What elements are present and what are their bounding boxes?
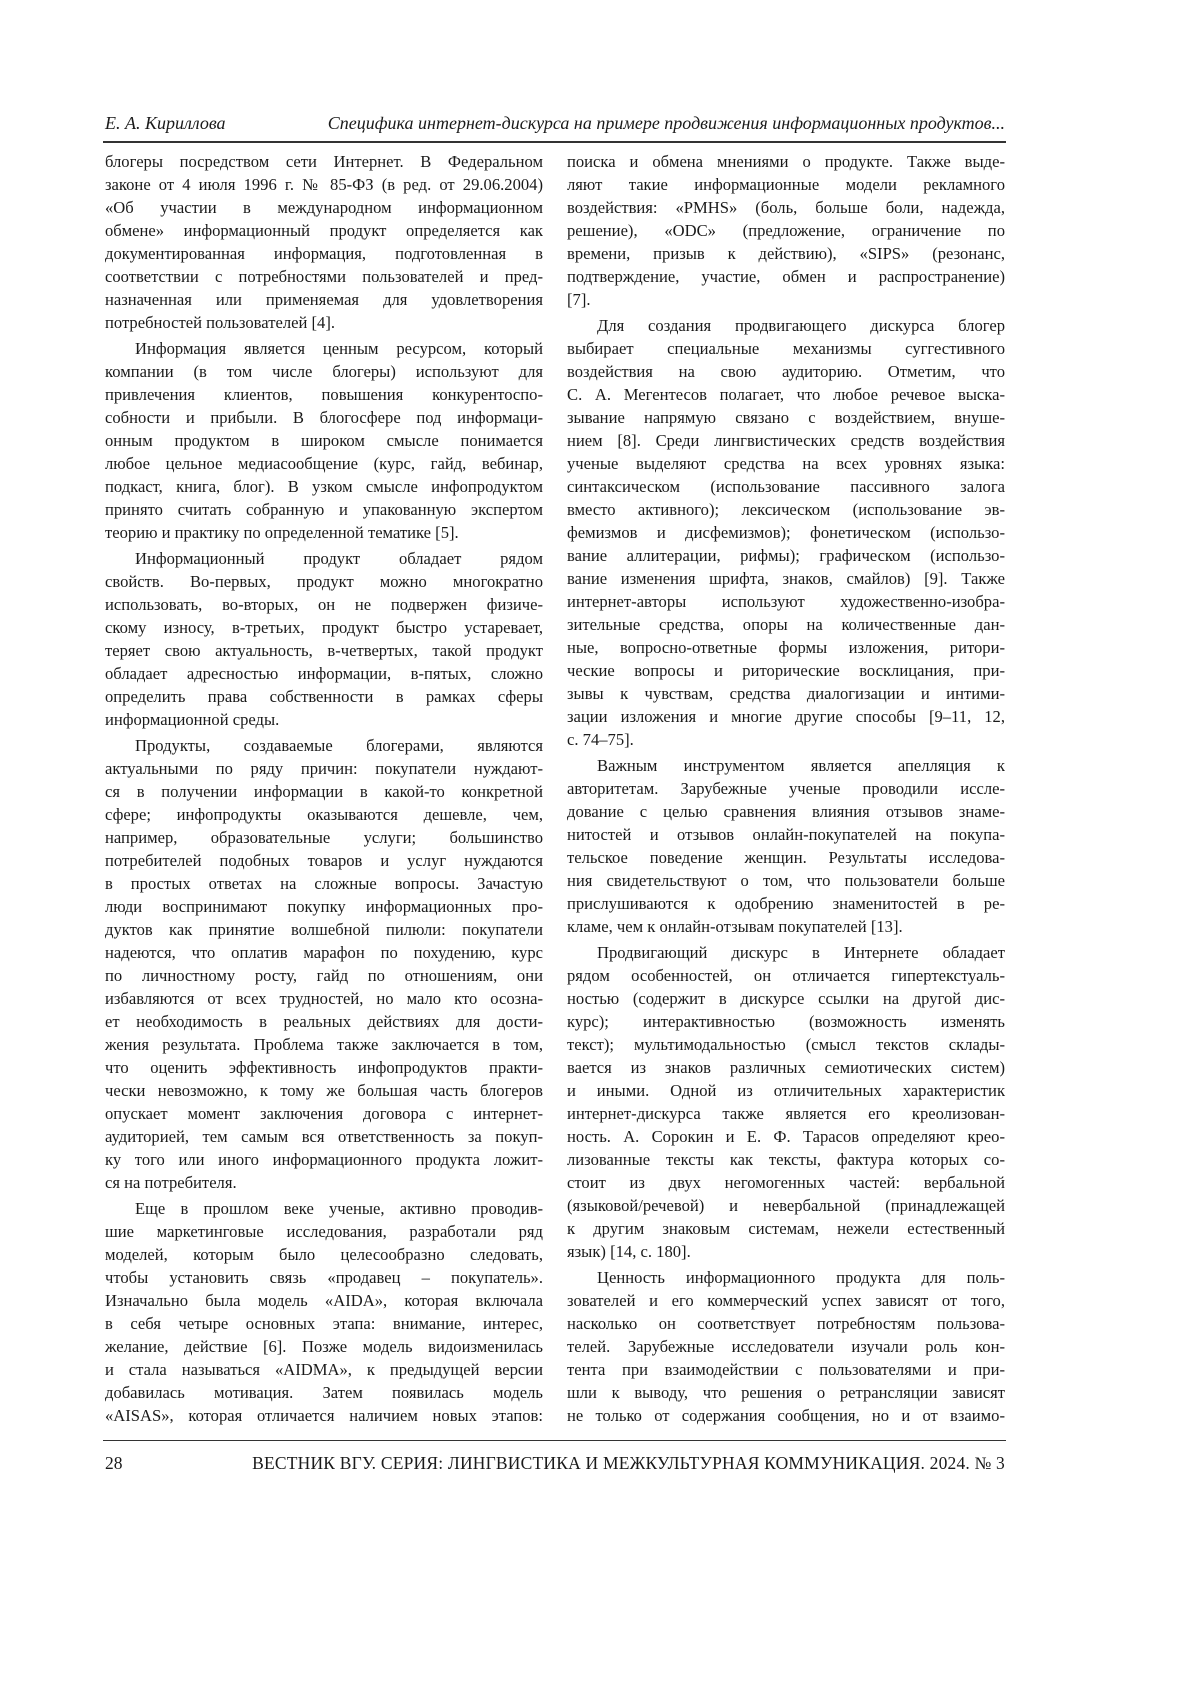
text-line: свойств. Во-первых, продукт можно многократно — [105, 570, 543, 593]
text-line: собности и прибыли. В блогосфере под информаци- — [105, 406, 543, 429]
paragraph — [105, 150, 543, 334]
text-line: шли к выводу, что решения о ретрансляции зависят — [567, 1381, 1005, 1404]
text-line: в себя четыре основных этапа: внимание, интерес, — [105, 1312, 543, 1335]
text-line: не только от содержания сообщения, но и от взаимо- — [567, 1404, 1005, 1427]
text-line: времени, призыв к действию), «SIPS» (резонанс, — [567, 242, 1005, 265]
text-line: ся на потребителя. — [105, 1171, 543, 1194]
paragraph — [105, 337, 543, 544]
text-line: С. А. Мегентесов полагает, что любое речевое выска- — [567, 383, 1005, 406]
paragraph — [567, 150, 1005, 311]
text-line: [7]. — [567, 288, 1005, 311]
text-line: опускает момент заключения договора с интернет- — [105, 1102, 543, 1125]
header-divider — [103, 141, 1006, 143]
text-line: Информационный продукт обладает рядом — [105, 547, 543, 570]
text-line: с. 74–75]. — [567, 728, 1005, 751]
paragraph — [105, 547, 543, 731]
text-line: прислушиваются к одобрению знаменитостей в ре- — [567, 892, 1005, 915]
text-line: интернет-авторы используют художественно-изобра- — [567, 590, 1005, 613]
text-line: дуктов как принятие волшебной пилюли: покупатели — [105, 918, 543, 941]
text-line: обмене» информационный продукт определяется как — [105, 219, 543, 242]
text-line: воздействия: «PMHS» (боль, больше боли, надежда, — [567, 196, 1005, 219]
text-line: зывание напрямую связано с воздействием, внуше- — [567, 406, 1005, 429]
paragraph — [567, 1266, 1005, 1427]
paragraph — [105, 1197, 543, 1427]
text-line: зователей и его коммерческий успех зависят от того, — [567, 1289, 1005, 1312]
text-line: люди воспринимают покупку информационных про- — [105, 895, 543, 918]
text-line: Изначально была модель «AIDA», которая включала — [105, 1289, 543, 1312]
text-line: любое цельное медиасообщение (курс, гайд, вебинар, — [105, 452, 543, 475]
text-line: назначенная или применяемая для удовлетворения — [105, 288, 543, 311]
text-line: принято считать собранную и упакованную экспертом — [105, 498, 543, 521]
text-line: избавляются от всех трудностей, но мало кто осозна- — [105, 987, 543, 1010]
text-line: надеются, что оплатив марафон по похудению, курс — [105, 941, 543, 964]
text-line: тента при взаимодействии с пользователями и при- — [567, 1358, 1005, 1381]
text-line: аудиторией, тем самым вся ответственность за покуп- — [105, 1125, 543, 1148]
text-line: ку того или иного информационного продукта ложит- — [105, 1148, 543, 1171]
paragraph — [105, 734, 543, 1194]
text-line: потребностей пользователей [4]. — [105, 311, 543, 334]
text-line: зительные средства, опоры на количественные дан- — [567, 613, 1005, 636]
paragraph — [567, 314, 1005, 751]
text-line: рядом особенностей, он отличается гипертекстуаль- — [567, 964, 1005, 987]
text-line: выбирает специальные механизмы суггестивного — [567, 337, 1005, 360]
text-line: привлечения клиентов, повышения конкурентоспо- — [105, 383, 543, 406]
text-line: например, образовательные услуги; большинство — [105, 826, 543, 849]
paragraph — [567, 754, 1005, 938]
text-line: желание, действие [6]. Позже модель видоизменилась — [105, 1335, 543, 1358]
text-line: подтверждение, участие, обмен и распространение) — [567, 265, 1005, 288]
text-line: и стала называться «AIDMA», к предыдущей версии — [105, 1358, 543, 1381]
text-line: ностью (содержит в дискурсе ссылки на другой дис- — [567, 987, 1005, 1010]
text-line: лизованные тексты как тексты, фактура которых со- — [567, 1148, 1005, 1171]
paragraph — [567, 941, 1005, 1263]
text-line: вание изменения шрифта, знаков, смайлов) [9]. Также — [567, 567, 1005, 590]
text-line: вание аллитерации, рифмы); графическом (использо- — [567, 544, 1005, 567]
journal-title: ВЕСТНИК ВГУ. СЕРИЯ: ЛИНГВИСТИКА И МЕЖКУЛЬТУРНАЯ КОММУНИКАЦИЯ. 2024. № 3 — [252, 1453, 1005, 1474]
text-line: ные, вопросно-ответные формы изложения, ритори- — [567, 636, 1005, 659]
text-line: вместо активного); лексическом (использование эв- — [567, 498, 1005, 521]
text-line: моделей, которым было целесообразно следовать, — [105, 1243, 543, 1266]
text-line: обладает адресностью информации, в-пятых, сложно — [105, 662, 543, 685]
text-line: синтаксическом (использование пассивного залога — [567, 475, 1005, 498]
text-line: Еще в прошлом веке ученые, активно проводив- — [105, 1197, 543, 1220]
text-line: скому износу, в-третьих, продукт быстро устаревает, — [105, 616, 543, 639]
text-line: поиска и обмена мнениями о продукте. Также выде- — [567, 150, 1005, 173]
text-line: онным продуктом в широком смысле понимается — [105, 429, 543, 452]
text-line: ческие вопросы и риторические восклицания, при- — [567, 659, 1005, 682]
text-line: дование с целью сравнения влияния отзывов знаме- — [567, 800, 1005, 823]
text-line: в простых ответах на сложные вопросы. Зачастую — [105, 872, 543, 895]
text-line: Важным инструментом является апелляция к — [567, 754, 1005, 777]
text-line: компании (в том числе блогеры) используют для — [105, 360, 543, 383]
text-line: ся в получении информации в какой-то конкретной — [105, 780, 543, 803]
text-line: стоит из двух негомогенных частей: вербальной — [567, 1171, 1005, 1194]
text-line: информационной среды. — [105, 708, 543, 731]
text-line: и иными. Одной из отличительных характеристик — [567, 1079, 1005, 1102]
text-line: текст); мультимодальностью (смысл текстов склады- — [567, 1033, 1005, 1056]
text-line: Информация является ценным ресурсом, который — [105, 337, 543, 360]
text-line: ния свидетельствуют о том, что пользователи больше — [567, 869, 1005, 892]
text-line: насколько он соответствует потребностям пользова- — [567, 1312, 1005, 1335]
text-line: потребителей подобных товаров и услуг нуждаются — [105, 849, 543, 872]
text-line: авторитетам. Зарубежные ученые проводили иссле- — [567, 777, 1005, 800]
footer-divider — [103, 1440, 1006, 1441]
text-line: фемизмов и дисфемизмов); фонетическом (использо- — [567, 521, 1005, 544]
text-line: актуальными по ряду причин: покупатели нуждают- — [105, 757, 543, 780]
text-line: шие маркетинговые исследования, разработали ряд — [105, 1220, 543, 1243]
text-line: решение), «ODC» (предложение, ограничение по — [567, 219, 1005, 242]
text-line: ность. А. Сорокин и Е. Ф. Тарасов определяют крео- — [567, 1125, 1005, 1148]
text-line: кламе, чем к онлайн-отзывам покупателей [13]. — [567, 915, 1005, 938]
text-line: чески невозможно, к тому же большая часть блогеров — [105, 1079, 543, 1102]
text-line: документированная информация, подготовленная в — [105, 242, 543, 265]
header-author: Е. А. Кириллова — [105, 113, 226, 134]
text-line: использовать, во-вторых, он не подвержен физиче- — [105, 593, 543, 616]
text-line: курс); интерактивностью (возможность изменять — [567, 1010, 1005, 1033]
text-line: жения результата. Проблема также заключается в том, — [105, 1033, 543, 1056]
text-line: нитостей и отзывов онлайн-покупателей на покупа- — [567, 823, 1005, 846]
text-line: зывы к чувствам, средства диалогизации и интими- — [567, 682, 1005, 705]
text-line: «AISAS», которая отличается наличием новых этапов: — [105, 1404, 543, 1427]
text-line: ученые выделяют средства на всех уровнях языка: — [567, 452, 1005, 475]
text-column-left — [105, 150, 543, 1430]
text-line: что оценить эффективность инфопродуктов практи- — [105, 1056, 543, 1079]
text-line: (языковой/речевой) и невербальной (принадлежащей — [567, 1194, 1005, 1217]
text-line: «Об участии в международном информационном — [105, 196, 543, 219]
text-line: чтобы установить связь «продавец – покупатель». — [105, 1266, 543, 1289]
text-line: Продукты, создаваемые блогерами, являются — [105, 734, 543, 757]
text-line: Ценность информационного продукта для поль- — [567, 1266, 1005, 1289]
text-line: блогеры посредством сети Интернет. В Федеральном — [105, 150, 543, 173]
text-line: к другим знаковым системам, нежели естественный — [567, 1217, 1005, 1240]
text-line: Продвигающий дискурс в Интернете обладает — [567, 941, 1005, 964]
text-line: Для создания продвигающего дискурса блогер — [567, 314, 1005, 337]
text-line: тельское поведение женщин. Результаты исследова- — [567, 846, 1005, 869]
text-line: зации изложения и многие другие способы [9–11, 12, — [567, 705, 1005, 728]
text-column-right — [567, 150, 1005, 1430]
text-line: теорию и практику по определенной тематике [5]. — [105, 521, 543, 544]
text-line: ляют такие информационные модели рекламного — [567, 173, 1005, 196]
text-line: нием [8]. Среди лингвистических средств воздействия — [567, 429, 1005, 452]
text-line: подкаст, книга, блог). В узком смысле инфопродуктом — [105, 475, 543, 498]
text-line: язык) [14, с. 180]. — [567, 1240, 1005, 1263]
text-line: сфере; инфопродукты оказываются дешевле, чем, — [105, 803, 543, 826]
text-line: вается из знаков различных семиотических систем) — [567, 1056, 1005, 1079]
text-line: теряет свою актуальность, в-четвертых, такой продукт — [105, 639, 543, 662]
text-line: определить права собственности в рамках сферы — [105, 685, 543, 708]
page-number: 28 — [105, 1453, 123, 1474]
text-line: добавилась мотивация. Затем появилась модель — [105, 1381, 543, 1404]
text-line: телей. Зарубежные исследователи изучали роль кон- — [567, 1335, 1005, 1358]
header-article-title: Специфика интернет-дискурса на примере продвижения информационных продуктов... — [328, 113, 1005, 134]
text-line: соответствии с потребностями пользователей и пред- — [105, 265, 543, 288]
text-line: интернет-дискурса также является его креолизован- — [567, 1102, 1005, 1125]
text-line: воздействия на свою аудиторию. Отметим, что — [567, 360, 1005, 383]
text-line: по личностному росту, гайд по отношениям, они — [105, 964, 543, 987]
text-line: законе от 4 июля 1996 г. № 85-ФЗ (в ред. от 29.06.2004) — [105, 173, 543, 196]
text-line: ет необходимость в реальных действиях для дости- — [105, 1010, 543, 1033]
running-header — [105, 113, 1005, 137]
